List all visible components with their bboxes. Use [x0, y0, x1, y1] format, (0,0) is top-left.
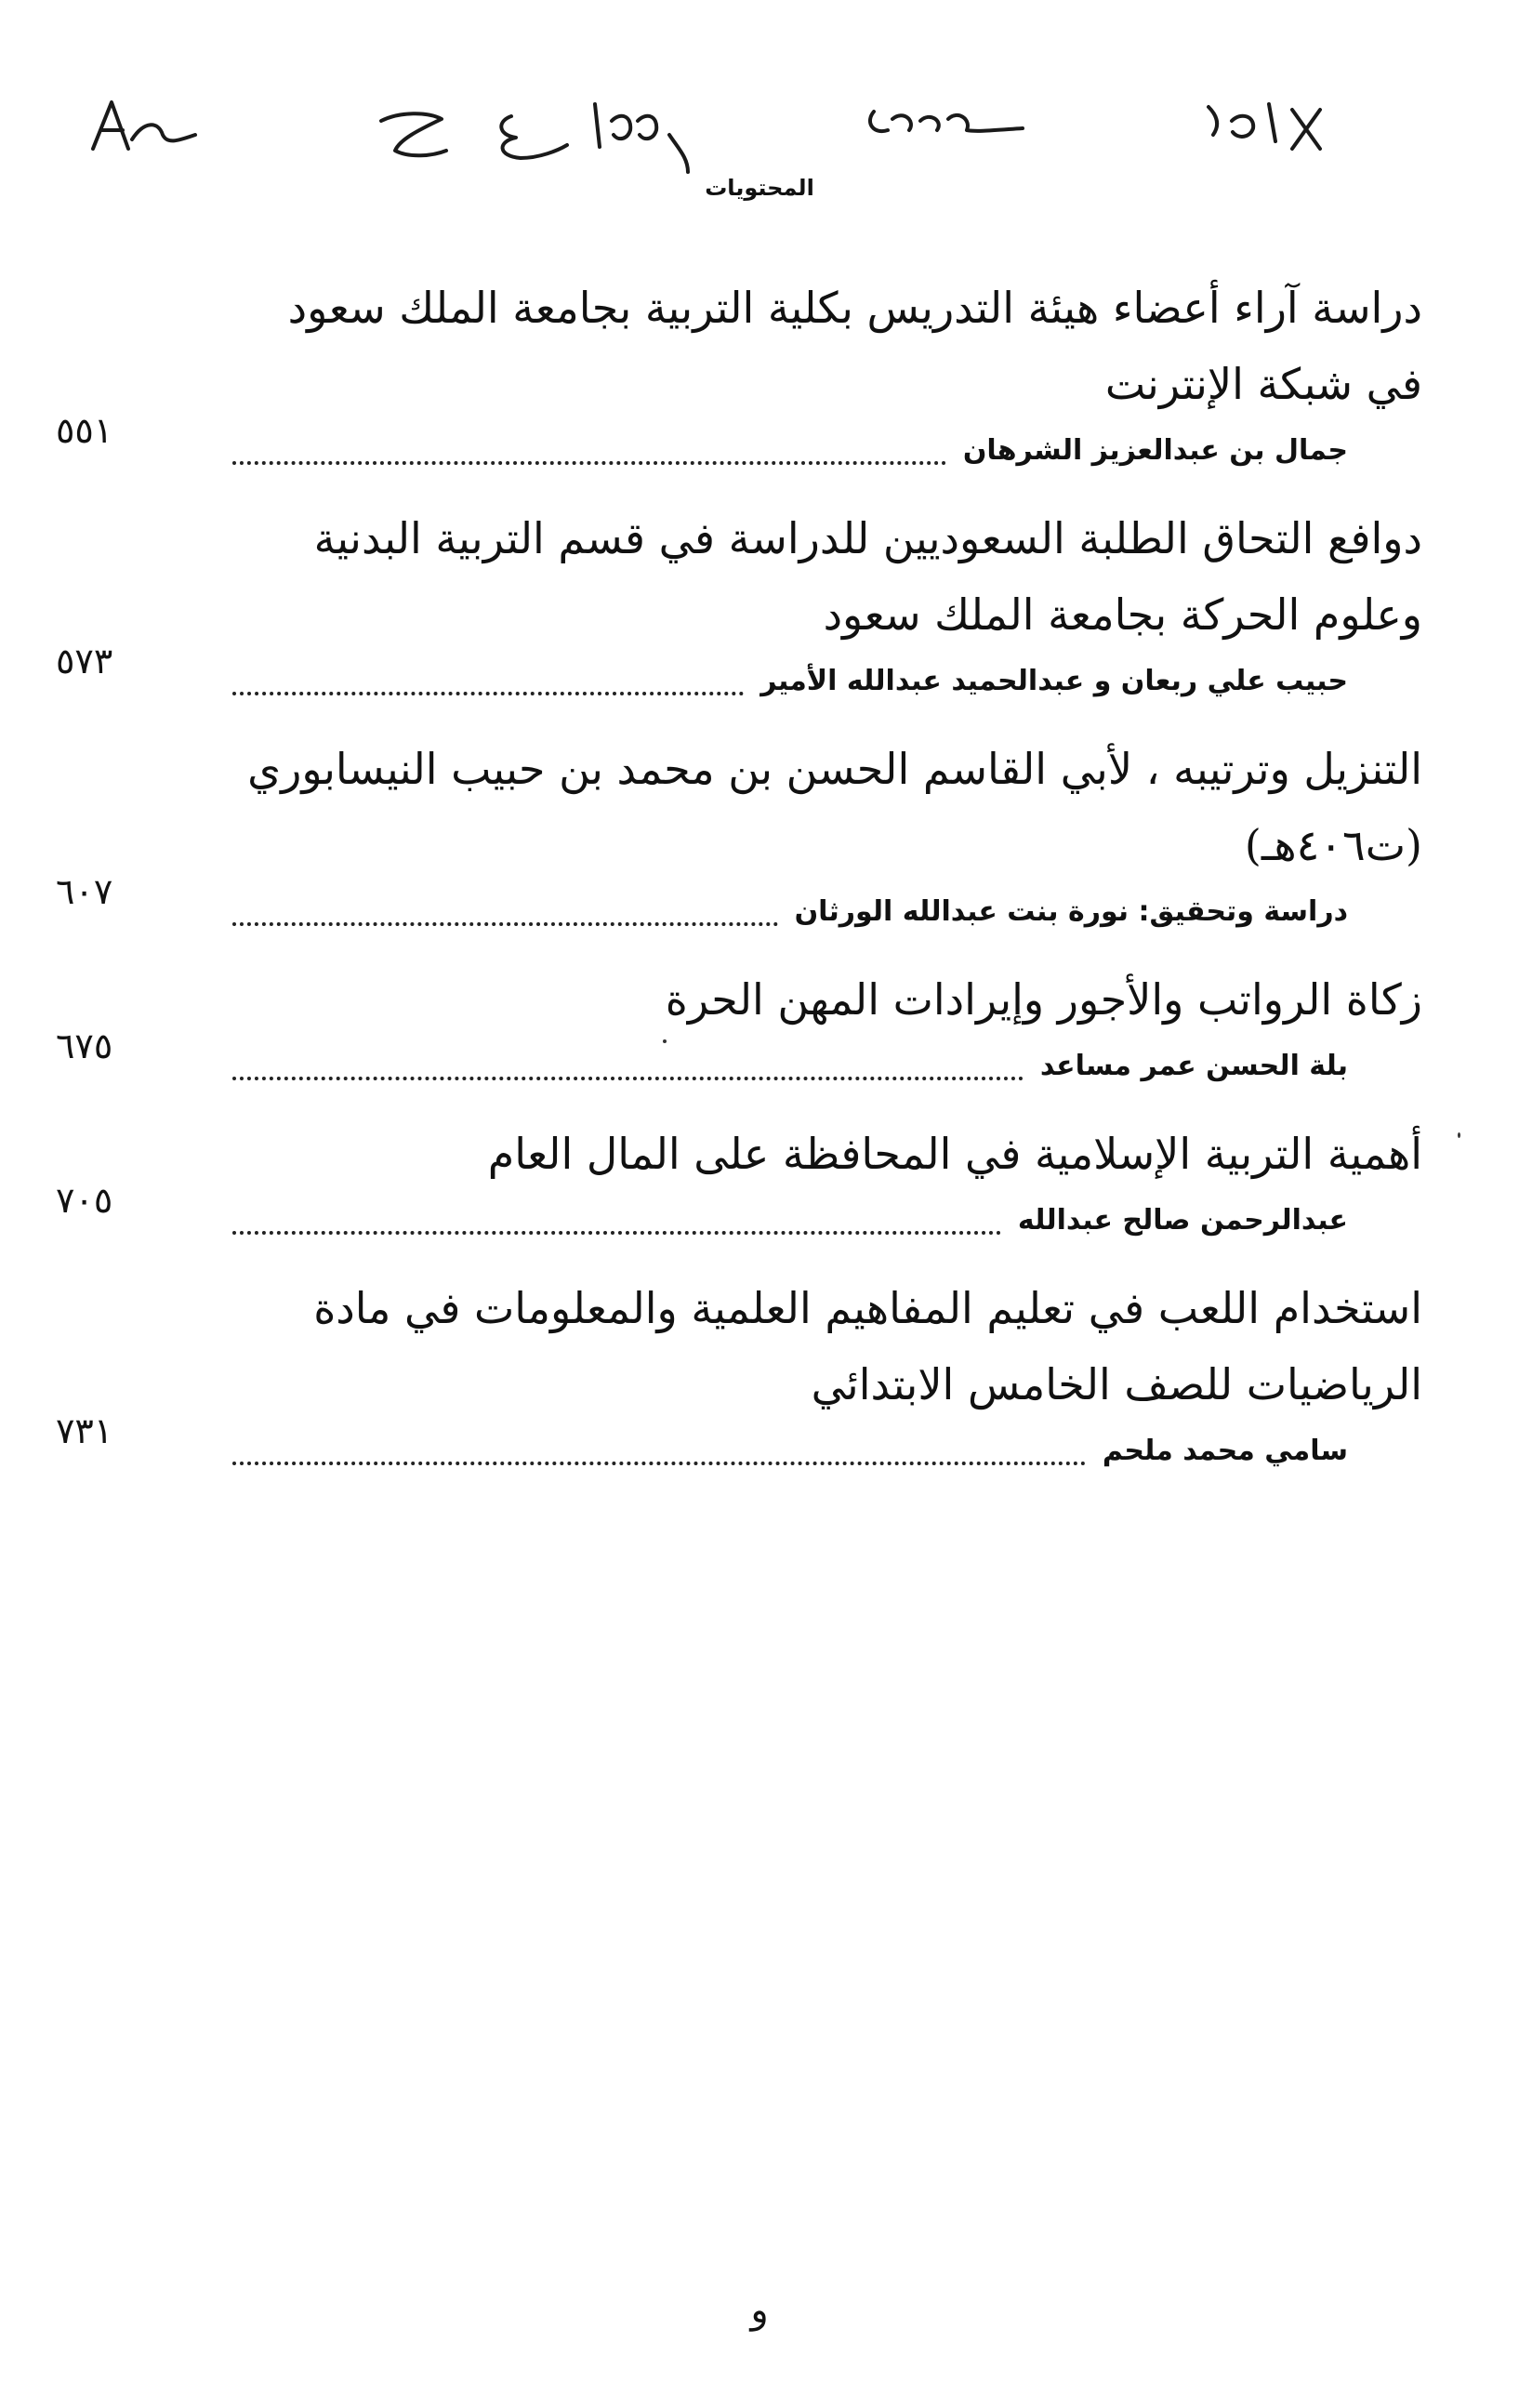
toc-entry	[56, 1270, 1422, 1480]
entry-author: عبدالرحمن صالح عبدالله	[1017, 1204, 1348, 1237]
entry-title: زكاة الرواتب والأجور وإيرادات المهن الحرة	[665, 974, 1422, 1025]
entry-author-row	[56, 871, 1422, 941]
entry-title: دوافع التحاق الطلبة السعوديين للدراسة في قسم التربية البدنية وعلوم الحركة بجامعة الملك سعود	[313, 513, 1422, 640]
toc-entry	[56, 500, 1422, 710]
page-number: ٥٥١	[56, 410, 113, 451]
page-number: ٥٧٣	[56, 641, 113, 681]
toc-entry	[56, 1116, 1422, 1250]
page-number: ٦٠٧	[56, 871, 113, 912]
entry-author-row	[56, 641, 1422, 710]
dot-leader	[232, 1231, 1001, 1235]
page-number: ٦٧٥	[56, 1025, 113, 1066]
dot-leader	[232, 922, 778, 926]
entry-author-row	[56, 410, 1422, 480]
entry-author: سامي محمد ملحم	[1102, 1435, 1348, 1467]
entry-author-row	[56, 1410, 1422, 1480]
entry-author: دراسة وتحقيق: نورة بنت عبدالله الورثان	[794, 895, 1348, 928]
table-of-contents	[56, 270, 1422, 1501]
entry-author: بلة الحسن عمر مساعد	[1039, 1050, 1348, 1082]
entry-author-row	[56, 1180, 1422, 1250]
page-number: ٧٠٥	[56, 1180, 113, 1221]
page-number: ٧٣١	[56, 1410, 113, 1451]
toc-entry	[56, 731, 1422, 941]
running-head: المحتويات	[705, 175, 814, 201]
entry-title: استخدام اللعب في تعليم المفاهيم العلمية والمعلومات في مادة الرياضيات للصف الخامس الابتدائي	[313, 1283, 1422, 1409]
scan-speck	[663, 1039, 667, 1043]
entry-author: جمال بن عبدالعزيز الشرهان	[962, 434, 1348, 467]
handwritten-annotation	[74, 84, 1413, 186]
entry-title: أهمية التربية الإسلامية في المحافظة على المال العام	[487, 1129, 1422, 1179]
entry-title: دراسة آراء أعضاء هيئة التدريس بكلية التربية بجامعة الملك سعود في شبكة الإنترنت	[287, 283, 1422, 409]
page-folio: و	[750, 2289, 769, 2332]
dot-leader	[232, 1462, 1086, 1465]
entry-author: حبيب علي ربعان و عبدالحميد عبدالله الأمير	[760, 665, 1348, 697]
toc-entry	[56, 270, 1422, 480]
entry-title: التنزيل وترتيبه ، لأبي القاسم الحسن بن محمد بن حبيب النيسابوري (ت٤٠٦هـ)	[247, 744, 1422, 870]
entry-author-row	[56, 1025, 1422, 1095]
dot-leader	[232, 461, 946, 465]
toc-entry	[56, 961, 1422, 1095]
scan-speck	[1458, 1132, 1460, 1138]
dot-leader	[232, 692, 744, 695]
dot-leader	[232, 1077, 1024, 1080]
